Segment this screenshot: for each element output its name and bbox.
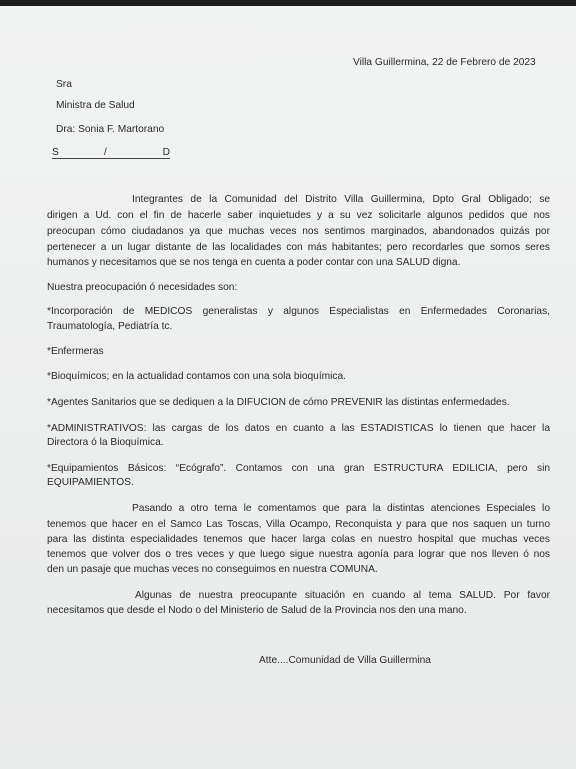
need-item: *Agentes Sanitarios que se dediquen a la DIFUCION de cómo PREVENIR las distintas enfermedades. [47,397,510,408]
place-date: Villa Guillermina, 22 de Febrero de 2023 [353,57,536,68]
need-item: *Equipamientos Básicos: “Ecógrafo”. Contamos con una gran ESTRUCTURA EDILICIA, pero sin [47,463,550,474]
paragraph1-line: preocupan cómo ciudadanos ya que muchas veces nos sentimos marginados, abandonados quizás por [47,226,550,237]
paragraph2-line: tenemos que volver dos o tres veces y que luego sigue nuestra agonía para lograr que nos lleven ó nos [47,549,550,560]
closing: Atte....Comunidad de Villa Guillermina [259,655,431,666]
paragraph3-line: necesitamos que desde el Nodo o del Ministerio de Salud de la Provincia nos den una mano. [47,605,467,616]
need-item-cont: Directora ó la Bioquímica. [47,437,164,448]
paragraph2-line: tenemos que hacer en el Samco Las Toscas, Villa Ocampo, Reconquista y para que nos saquen un turno [47,519,550,530]
recipient-name: Dra: Sonia F. Martorano [56,124,165,135]
salutation: Sra [56,79,72,90]
sd-slash: / [104,147,107,158]
paragraph1-line: pertenecer a un lugar distante de las localidades con más habitantes; pero recordarles que somos seres [47,242,550,253]
sd-d: D [162,147,170,158]
sd-line [52,146,170,160]
sd-s: S [52,147,59,158]
paragraph3-line: Algunas de nuestra preocupante situación en cuando al tema SALUD. Por favor [135,590,550,601]
paragraph2-line: para las distinta especialidades tenemos que hacer larga colas en nuestro hospital que muchas veces [47,534,550,545]
needs-intro: Nuestra preocupación ó necesidades son: [47,282,238,293]
need-item: *Incorporación de MEDICOS generalistas y algunos Especialistas en Enfermedades Coronarias, [47,306,550,317]
recipient-role: Ministra de Salud [56,100,135,111]
need-item-cont: EQUIPAMIENTOS. [47,477,134,488]
paragraph2-line: den un pasaje que muchas veces no conseguimos en nuestra COMUNA. [47,564,378,575]
paragraph1-line: dirigen a Ud. con el fin de hacerle saber inquietudes y a su vez solicitarle algunos pedidos que nos [47,210,550,221]
letter-page [0,6,576,769]
paragraph1-line: humanos y necesitamos que se nos tenga en cuenta a poder contar con una SALUD digna. [47,257,461,268]
sd-underline [52,158,170,159]
paragraph2-line: Pasando a otro tema le comentamos que para la distintas atenciones Especiales lo [132,503,550,514]
need-item: *ADMINISTRATIVOS: las cargas de los datos en cuanto a las ESTADISTICAS lo tienen que hacer la [47,423,550,434]
need-item: *Enfermeras [47,346,104,357]
paragraph1-line: Integrantes de la Comunidad del Distrito Villa Guillermina, Dpto Gral Obligado; se [132,194,550,205]
need-item-cont: Traumatología, Pediatría tc. [47,321,173,332]
need-item: *Bioquímicos; en la actualidad contamos con una sola bioquímica. [47,371,347,382]
